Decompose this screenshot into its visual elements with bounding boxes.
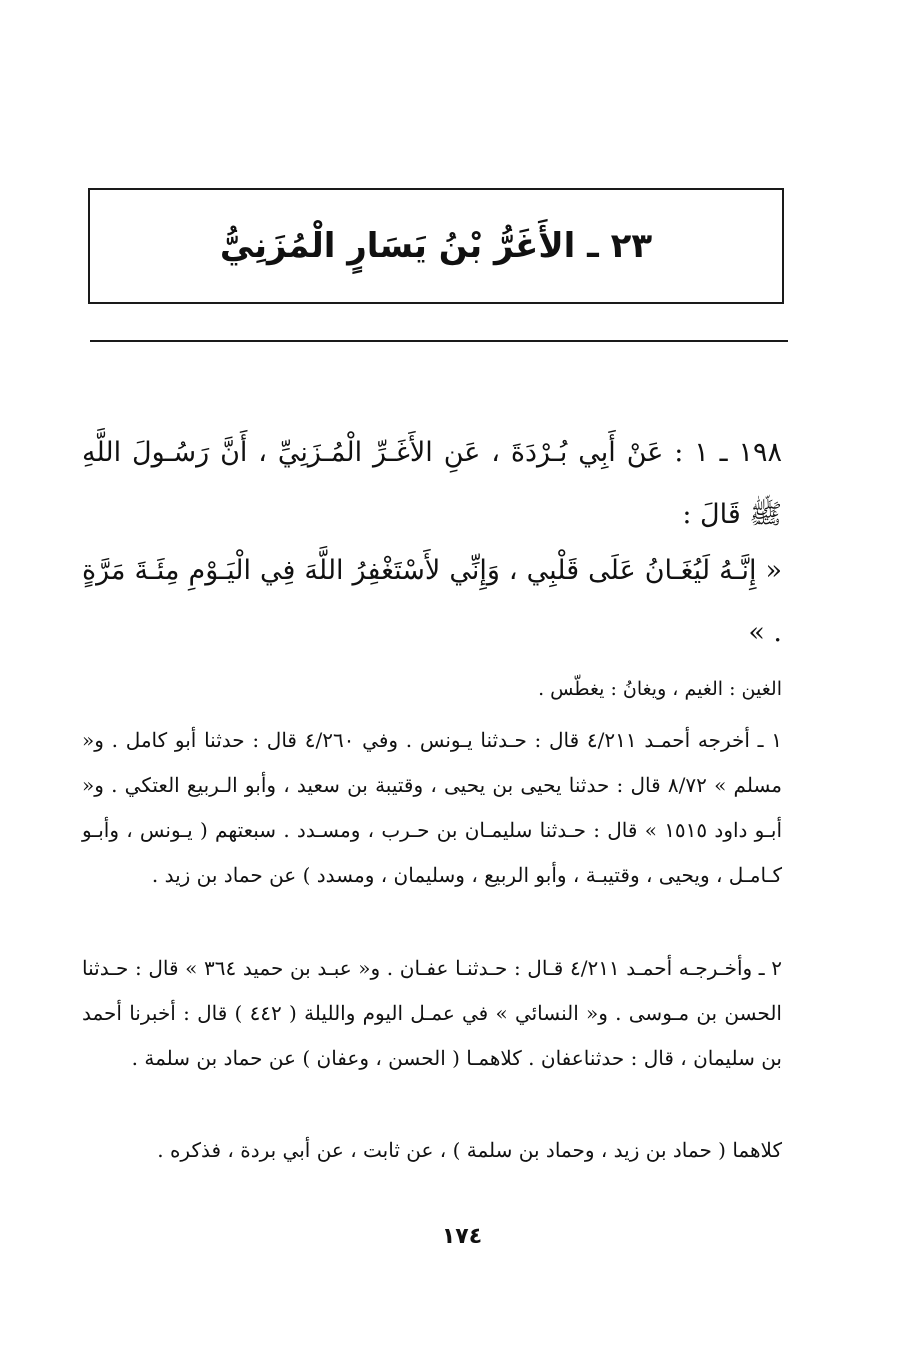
hadith-intro: ١٩٨ ـ ١ : عَنْ أَبِي بُـرْدَةَ ، عَنِ الأَغَـرِّ الْمُـزَنِيِّ ، أَنَّ رَسُـولَ اللَّهِ ﷺ قَالَ : xyxy=(82,437,782,530)
chapter-title: ٢٣ ـ الأَغَرُّ بْنُ يَسَارٍ الْمُزَنِيُّ xyxy=(219,226,653,266)
word-gloss: الغين : الغيم ، ويغانُ : يغطّس . xyxy=(538,678,782,700)
page-number: ١٧٤ xyxy=(441,1224,483,1249)
footnote-3: كلاهما ( حماد بن زيد ، وحماد بن سلمة ) ، عن ثابت ، عن أبي بردة ، فذكره . xyxy=(157,1138,782,1162)
footnote-2: ٢ ـ وأخـرجـه أحمـد ٤/٢١١ قـال : حـدثنـا عفـان . و« عبـد بن حميد ٣٦٤ » قال : حـدثنا الحسن بن مـوسى . و« النسائي » في عمـل اليوم والليلة ( ٤٤٢ ) قال : أخبرنا أحمد بن سليمان ، قال : حدثناعفان . كلاهمـا ( الحسن ، وعفان ) عن حماد بن سلمة . xyxy=(82,956,783,1070)
hadith-text: « إِنَّـهُ لَيُغَـانُ عَلَى قَلْبِي ، وَإِنِّي لأَسْتَغْفِرُ اللَّهَ فِي الْيَـوْمِ مِئَـةَ مَرَّةٍ . » xyxy=(82,555,782,648)
footnote-1: ١ ـ أخرجه أحمـد ٤/٢١١ قال : حـدثنا يـونس . وفي ٤/٢٦٠ قال : حدثنا أبو كامل . و« مسلم » ٨/٧٢ قال : حدثنا يحيى بن يحيى ، وقتيبة بن سعيد ، وأبو الـربيع العتكي . و« أبـو داود ١٥١٥ » قال : حـدثنا سليمـان بن حـرب ، ومسـدد . سبعتهم ( يـونس ، وأبـو كـامـل ، ويحيى ، وقتيبـة ، وأبو الربيع ، وسليمان ، ومسدد ) عن حماد بن زيد . xyxy=(82,728,783,887)
header-divider xyxy=(90,340,788,342)
chapter-title-box xyxy=(88,188,784,304)
